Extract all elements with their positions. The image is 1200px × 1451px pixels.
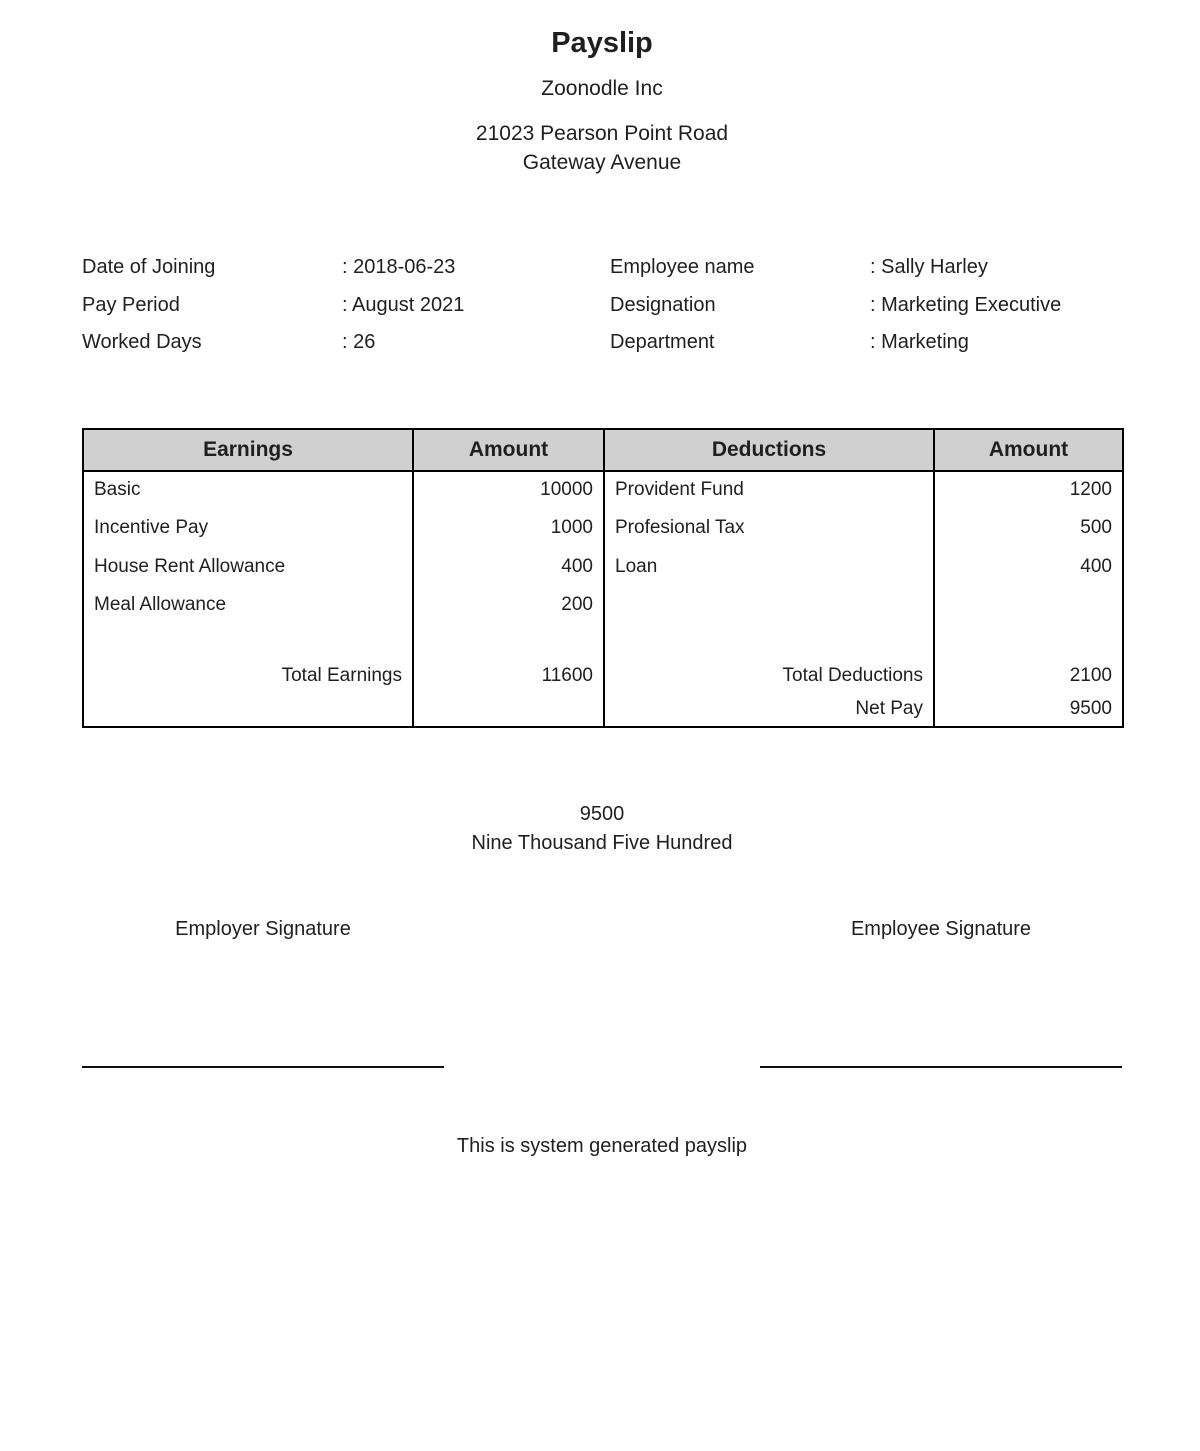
net-pay-label: Net Pay (604, 693, 934, 727)
deduction-label: Provident Fund (604, 471, 934, 510)
earnings-amount-header: Amount (413, 429, 604, 471)
pay-period-value: : August 2021 (342, 293, 465, 316)
page-title: Payslip (551, 27, 653, 59)
total-earnings-label: Total Earnings (83, 659, 413, 693)
info-row-worked-days (82, 324, 610, 362)
signature-section (82, 918, 1122, 1068)
table-spacer-row (83, 625, 1123, 659)
table-row (83, 509, 1123, 548)
department-label: Department (610, 331, 715, 354)
worked-days-label: Worked Days (82, 331, 202, 354)
deduction-label: Loan (604, 548, 934, 587)
info-row-department (610, 324, 1122, 362)
totals-row (83, 659, 1123, 693)
info-column-left (82, 249, 610, 362)
deduction-amount (934, 586, 1123, 625)
total-deductions-label: Total Deductions (604, 659, 934, 693)
system-generated-note: This is system generated payslip (456, 1134, 748, 1157)
company-name: Zoonodle Inc (541, 77, 663, 100)
date-of-joining-label: Date of Joining (82, 256, 216, 279)
total-earnings-value: 11600 (413, 659, 604, 693)
net-pay-number: 9500 (579, 802, 625, 825)
designation-value: : Marketing Executive (870, 293, 1062, 316)
pay-table (82, 428, 1124, 728)
info-row-pay-period (82, 287, 610, 325)
info-row-designation (610, 287, 1122, 325)
employee-signature-label: Employee Signature (850, 917, 1032, 940)
earning-label: House Rent Allowance (83, 548, 413, 587)
deductions-amount-header: Amount (934, 429, 1123, 471)
employer-signature-label: Employer Signature (175, 917, 351, 940)
employer-signature-block (82, 918, 444, 1068)
table-row (83, 548, 1123, 587)
pay-table-header-row (83, 429, 1123, 471)
employer-signature-line (82, 1066, 444, 1068)
info-column-right (610, 249, 1122, 362)
pay-period-label: Pay Period (82, 293, 180, 316)
earning-amount: 10000 (413, 471, 604, 510)
deductions-header: Deductions (604, 429, 934, 471)
employee-name-label: Employee name (610, 256, 755, 279)
employee-signature-line (760, 1066, 1122, 1068)
employee-signature-block (760, 918, 1122, 1068)
company-address-line1: 21023 Pearson Point Road (475, 122, 729, 145)
net-pay-summary (82, 800, 1122, 858)
net-pay-value: 9500 (934, 693, 1123, 727)
date-of-joining-value: : 2018-06-23 (342, 256, 456, 279)
employee-name-value: : Sally Harley (870, 256, 988, 279)
earning-amount: 1000 (413, 509, 604, 548)
deduction-amount: 1200 (934, 471, 1123, 510)
employee-info-section (82, 249, 1122, 362)
department-value: : Marketing (870, 331, 969, 354)
deduction-label (604, 586, 934, 625)
earning-label: Basic (83, 471, 413, 510)
deduction-amount: 500 (934, 509, 1123, 548)
earning-label: Incentive Pay (83, 509, 413, 548)
deduction-label: Profesional Tax (604, 509, 934, 548)
company-address-line2: Gateway Avenue (522, 151, 682, 174)
net-pay-row (83, 693, 1123, 727)
table-row (83, 586, 1123, 625)
designation-label: Designation (610, 293, 716, 316)
info-row-employee-name (610, 249, 1122, 287)
deduction-amount: 400 (934, 548, 1123, 587)
earnings-header: Earnings (83, 429, 413, 471)
total-deductions-value: 2100 (934, 659, 1123, 693)
worked-days-value: : 26 (342, 331, 376, 354)
table-row (83, 471, 1123, 510)
net-pay-in-words: Nine Thousand Five Hundred (471, 831, 733, 854)
earning-label: Meal Allowance (83, 586, 413, 625)
earning-amount: 200 (413, 586, 604, 625)
info-row-date-of-joining (82, 249, 610, 287)
earning-amount: 400 (413, 548, 604, 587)
